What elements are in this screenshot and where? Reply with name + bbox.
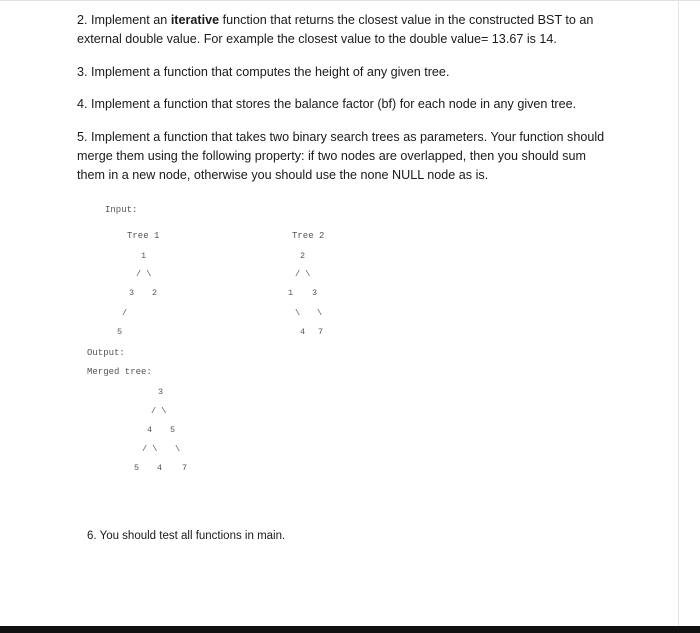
item-2-bold-word: iterative <box>170 13 220 27</box>
merged-leaf-3: 7 <box>182 463 188 473</box>
item-5-line2: merge them using the following property: if two nodes are overlapped, then you should sum <box>77 149 586 163</box>
tree2-title: Tree 2 <box>292 231 325 241</box>
merged-branch-right: \ <box>175 444 181 454</box>
item-2-prefix: 2. Implement an <box>77 13 171 27</box>
item-2-text <box>77 11 637 49</box>
tree1-root: 1 <box>141 251 147 261</box>
tree1-branch-2: / <box>122 308 128 318</box>
item-2-line1-rest: function that returns the closest value in the constructed BST to an <box>219 13 594 27</box>
merged-root: 3 <box>158 387 164 397</box>
right-border <box>678 0 679 626</box>
tree1-branches-1: / \ <box>136 269 152 279</box>
item-5-line3: them in a new node, otherwise you should use the none NULL node as is. <box>77 168 489 182</box>
tree2-leaf-left: 4 <box>300 327 306 337</box>
tree2-leaf-right: 7 <box>318 327 324 337</box>
merged-leaf-2: 4 <box>157 463 163 473</box>
item-5-text <box>77 128 637 185</box>
tree1-right: 2 <box>152 288 158 298</box>
output-label: Output: <box>87 348 125 358</box>
item-5-line1: 5. Implement a function that takes two binary search trees as parameters. Your function should <box>77 130 605 144</box>
merged-branches-2: / \ <box>142 444 158 454</box>
tree1-leaf: 5 <box>117 327 123 337</box>
item-6-text: 6. You should test all functions in main. <box>87 530 286 542</box>
merged-branches-1: / \ <box>151 406 167 416</box>
top-border <box>0 0 700 1</box>
input-label: Input: <box>105 205 138 215</box>
tree2-root: 2 <box>300 251 306 261</box>
merged-label: Merged tree: <box>87 367 152 377</box>
item-4-text: 4. Implement a function that stores the balance factor (bf) for each node in any given tree. <box>77 97 577 111</box>
tree2-right: 3 <box>312 288 318 298</box>
tree2-branches-1: / \ <box>295 269 311 279</box>
tree2-branch-left: \ <box>295 308 301 318</box>
item-3-text: 3. Implement a function that computes the height of any given tree. <box>77 65 450 79</box>
merged-left: 4 <box>147 425 153 435</box>
tree1-title: Tree 1 <box>127 231 160 241</box>
bottom-bar <box>0 626 700 633</box>
item-2-line2: external double value. For example the closest value to the double value= 13.67 is 14. <box>77 32 557 46</box>
tree2-left: 1 <box>288 288 294 298</box>
merged-right: 5 <box>170 425 176 435</box>
tree2-branch-right: \ <box>317 308 323 318</box>
merged-leaf-1: 5 <box>134 463 140 473</box>
tree1-left: 3 <box>129 288 135 298</box>
